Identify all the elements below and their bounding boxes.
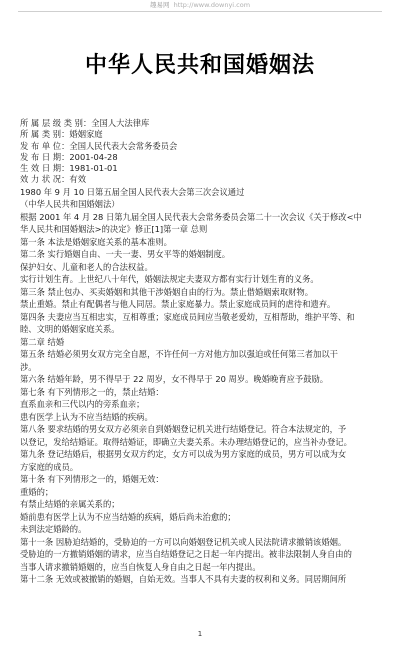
text-line: 方家庭的成员。 xyxy=(20,461,79,472)
meta-issuer: 发 布 单 位：全国人民代表大会常务委员会 xyxy=(20,140,178,151)
text-line: 受胁迫的一方撤销婚姻的请求，应当自结婚登记之日起一年内提出。被非法限制人身自由的 xyxy=(20,549,352,560)
text-line: 第八条 要求结婚的男女双方必须亲自到婚姻登记机关进行结婚登记。符合本法规定的，予 xyxy=(20,424,347,435)
page-number: 1 xyxy=(197,630,203,638)
watermark xyxy=(0,1,400,10)
meta-status: 效 力 状 况：有效 xyxy=(20,174,86,185)
meta-category: 所 属 类 别：婚姻家庭 xyxy=(20,129,103,140)
document-body xyxy=(20,118,388,586)
text-line: 未到法定婚龄的。 xyxy=(20,524,87,535)
watermark-site: 趣易网 xyxy=(149,1,170,9)
text-line: 华人民共和国婚姻法>的决定》修正[1]第一章 总则 xyxy=(20,224,208,235)
header-divider xyxy=(18,11,382,12)
text-line: 第一条 本法是婚姻家庭关系的基本准则。 xyxy=(20,236,172,247)
text-line: 禁止重婚。禁止有配偶者与他人同居。禁止家庭暴力。禁止家庭成员间的虐待和遗弃。 xyxy=(20,299,336,310)
text-line: 根据 2001 年 4 月 28 日第九届全国人民代表大会常务委员会第二十一次会议《关于修改<中 xyxy=(20,211,362,222)
text-line: 1980 年 9 月 10 日第五届全国人民代表大会第三次会议通过 xyxy=(20,186,245,197)
text-line: 以登记，发给结婚证。取得结婚证，即确立夫妻关系。未办理结婚登记的，应当补办登记。 xyxy=(20,436,352,447)
text-line: 患有医学上认为不应当结婚的疾病。 xyxy=(20,411,153,422)
meta-level: 所 属 层 级 类 别：全国人大法律库 xyxy=(20,118,150,128)
text-line: 第四条 夫妻应当互相忠实，互相尊重；家庭成员间应当敬老爱幼，互相帮助，维护平等、和 xyxy=(20,311,355,322)
text-line: 重婚的； xyxy=(20,486,54,497)
text-line: 第十二条 无效或被撤销的婚姻，自始无效。当事人不具有夫妻的权利和义务。同居期间所 xyxy=(20,574,347,585)
text-line: 保护妇女、儿童和老人的合法权益。 xyxy=(20,261,153,272)
text-line: 有禁止结婚的亲属关系的； xyxy=(20,499,120,510)
document-title: 中华人民共和国婚姻法 xyxy=(84,53,315,78)
chapter-heading: 第二章 结婚 xyxy=(20,336,65,347)
text-line: 第九条 登记结婚后，根据男女双方约定，女方可以成为男方家庭的成员，男方可以成为女 xyxy=(20,449,347,460)
text-line: 实行计划生育。上世纪八十年代，婚姻法规定夫妻双方都有实行计划生育的义务。 xyxy=(20,274,319,285)
meta-issue-date: 发 布 日 期：2001-04-28 xyxy=(20,151,118,162)
text-line: （中华人民共和国婚姻法） xyxy=(20,199,120,210)
text-line: 第六条 结婚年龄，男不得早于 22 周岁，女不得早于 20 周岁。晚婚晚育应予鼓励。 xyxy=(20,374,329,385)
text-line: 婚前患有医学上认为不应当结婚的疾病，婚后尚未治愈的； xyxy=(20,511,236,522)
text-line: 睦、文明的婚姻家庭关系。 xyxy=(20,324,120,335)
text-line: 第七条 有下列情形之一的，禁止结婚： xyxy=(20,386,164,397)
text-line: 直系血亲和三代以内的旁系血亲； xyxy=(20,399,145,410)
meta-effective-date: 生 效 日 期：1981-01-01 xyxy=(20,163,118,174)
text-line: 涉。 xyxy=(20,361,37,372)
text-line: 第二条 实行婚姻自由、一夫一妻、男女平等的婚姻制度。 xyxy=(20,249,231,260)
text-line: 第十一条 因胁迫结婚的，受胁迫的一方可以向婚姻登记机关或人民法院请求撤销该婚姻。 xyxy=(20,536,347,547)
text-line: 第十条 有下列情形之一的，婚姻无效： xyxy=(20,474,164,485)
watermark-url: http://www.downyi.com xyxy=(173,1,251,9)
text-line: 第五条 结婚必须男女双方完全自愿，不许任何一方对他方加以强迫或任何第三者加以干 xyxy=(20,349,338,360)
text-line: 当事人请求撤销婚姻的，应当自恢复人身自由之日起一年内提出。 xyxy=(20,561,261,572)
text-line: 第三条 禁止包办、买卖婚姻和其他干涉婚姻自由的行为。禁止借婚姻索取财物。 xyxy=(20,286,314,297)
